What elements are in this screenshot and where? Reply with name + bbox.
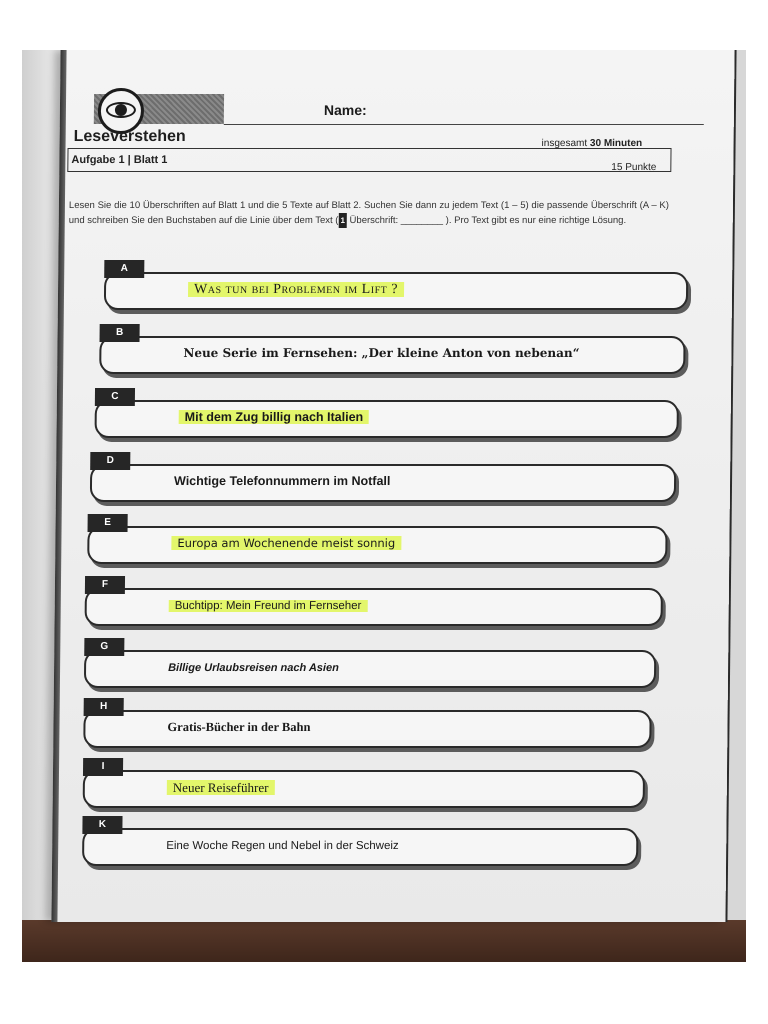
headline-letter: F	[85, 576, 125, 594]
headline-text-value: Neue Serie im Fernsehen: „Der kleine Anton von nebenan“	[183, 346, 580, 360]
headline-letter: A	[104, 260, 144, 278]
headline-text-value: Gratis-Bücher in der Bahn	[167, 720, 311, 734]
headline-text-value: Billige Urlaubsreisen nach Asien	[168, 662, 339, 674]
headline-text	[169, 598, 368, 612]
worksheet-paper	[51, 50, 734, 922]
headline-text	[171, 536, 401, 550]
photo-background	[22, 50, 746, 962]
headline-item-a	[104, 260, 688, 306]
time-label: insgesamt	[541, 138, 588, 149]
time-value: 30 Minuten	[589, 138, 643, 149]
floor	[22, 920, 746, 962]
headline-text	[188, 282, 404, 298]
instruction-part2: Überschrift: ________ ). Pro Text gibt es nur eine richtige Lösung.	[346, 215, 627, 226]
headline-text-value: Mit dem Zug billig nach Italien	[179, 410, 370, 424]
headline-letter: C	[95, 388, 135, 406]
headline-item-b	[99, 324, 685, 370]
headline-text	[179, 410, 370, 424]
headline-text-value: Buchtipp: Mein Freund im Fernseher	[169, 600, 368, 612]
headline-letter: I	[83, 758, 123, 776]
headline-text	[174, 474, 390, 488]
headline-text	[166, 838, 399, 852]
headline-letter: G	[84, 638, 124, 656]
headline-text	[183, 346, 579, 360]
headline-text-value: Eine Woche Regen und Nebel in der Schweiz	[166, 840, 399, 852]
headline-text-value: Europa am Wochenende meist sonnig	[171, 536, 401, 550]
headline-letter: E	[88, 514, 128, 532]
headline-item-h	[83, 698, 651, 744]
name-line	[224, 124, 704, 125]
headline-letter: H	[84, 698, 124, 716]
headline-text-value: Was tun bei Problemen im Lift ?	[188, 282, 404, 297]
headline-item-k	[82, 816, 638, 862]
headline-item-f	[85, 576, 663, 622]
headline-item-i	[83, 758, 645, 804]
page-title: Leseverstehen	[73, 128, 186, 145]
headline-text-value: Wichtige Telefonnummern im Notfall	[173, 474, 391, 488]
instruction-text	[69, 198, 669, 228]
headline-item-e	[87, 514, 667, 560]
paper-edge	[51, 50, 66, 922]
headline-text-value: Neuer Reiseführer	[167, 780, 275, 795]
box-number: 1	[338, 213, 347, 228]
points-label: 15 Punkte	[611, 162, 657, 173]
aufgabe-label: Aufgabe 1 | Blatt 1	[71, 154, 168, 166]
headline-text	[167, 780, 275, 796]
headline-letter: K	[82, 816, 122, 834]
headline-item-c	[95, 388, 679, 434]
instruction-part1: Lesen Sie die 10 Überschriften auf Blatt 1 und die 5 Texte auf Blatt 2. Suchen Sie dann zu jedem Text (1 – 5) die passende Überschrift (A – K) und schreiben Sie den Buchstaben auf die Linie über dem Text (	[68, 200, 669, 226]
headline-letter: B	[100, 324, 140, 342]
headline-text	[168, 660, 339, 674]
headline-letter: D	[90, 452, 130, 470]
headline-text	[167, 720, 310, 735]
headline-item-d	[90, 452, 676, 498]
headline-item-g	[84, 638, 656, 684]
name-label: Name:	[323, 102, 367, 118]
